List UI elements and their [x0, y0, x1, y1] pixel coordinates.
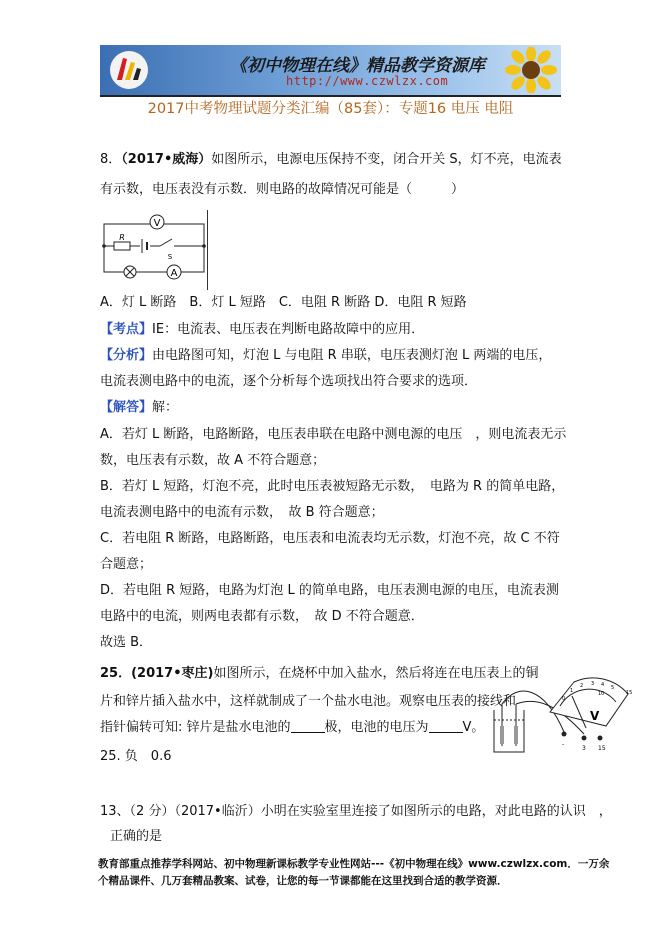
- switch-label: S: [167, 253, 173, 261]
- q8-line1: [100, 150, 562, 170]
- footer-line1: 教育部重点推荐学科网站、初中物理新课标教学专业性网站---《初中物理在线》www.czwlzx.com．一万余: [98, 858, 610, 870]
- answer-a-line1: A．若灯 L 断路，电路断路，电压表串联在电路中测电源的电压 ，则电流表无示: [100, 427, 567, 442]
- svg-text:3: 3: [582, 745, 586, 752]
- answer-c-line2: 合题意；: [100, 557, 153, 572]
- svg-text:0: 0: [562, 696, 566, 702]
- q8-jieda: [100, 398, 178, 418]
- svg-text:A: A: [170, 268, 178, 279]
- answer-a-line2: 数，电压表有示数，故 A 不符合题意；: [100, 453, 326, 468]
- banner-url[interactable]: http://www.czwlzx.com: [286, 74, 449, 88]
- q13-line1: [100, 802, 612, 822]
- kaodian-tag: 【考点】: [100, 322, 153, 337]
- banner-title: 《初中物理在线》精品教学资源库: [230, 56, 485, 76]
- q8-options: A．灯 L 断路 B．灯 L 短路 C．电阻 R 断路 D．电阻 R 短路: [100, 295, 467, 310]
- svg-text:1: 1: [570, 688, 574, 694]
- answer-d-line1: D．若电阻 R 短路，电路为灯泡 L 的简单电路，电压表测电源的电压，电流表测: [100, 583, 559, 598]
- q8-stem1: 如图所示，电源电压保持不变，闭合开关 S，灯不亮，电流表: [211, 152, 562, 167]
- q25-stem1: 如图所示，在烧杯中加入盐水，然后将连在电压表上的铜: [213, 666, 539, 681]
- salt-water-battery-figure: [488, 676, 638, 756]
- lamp-icon: [124, 266, 136, 278]
- svg-text:15: 15: [598, 745, 606, 752]
- q25-line1: [100, 664, 538, 684]
- switch-icon: [160, 239, 174, 249]
- svg-text:V: V: [153, 218, 161, 229]
- jieda-tag: 【解答】: [100, 400, 153, 415]
- fenxi-tag: 【分析】: [100, 348, 153, 363]
- q8-source: （2017•威海）: [121, 152, 212, 167]
- svg-text:4: 4: [601, 682, 605, 688]
- page-title: 2017中考物理试题分类汇编（85套）：专题16 电压 电阻: [147, 101, 514, 117]
- q25-stem3: [100, 718, 484, 738]
- battery-icon: [140, 239, 150, 253]
- jieda-text: 解：: [152, 400, 179, 415]
- voltmeter-dial-icon: [550, 678, 632, 728]
- q25-stem3a: 指针偏转可知: 锌片是盐水电池的: [100, 720, 291, 735]
- resistor-r: [114, 242, 130, 250]
- q8-kaodian: [100, 320, 424, 340]
- svg-text:5: 5: [611, 685, 615, 691]
- q8-number: 8．: [100, 152, 122, 167]
- beaker-icon: [494, 704, 524, 752]
- answer-b-line1: B．若灯 L 短路，灯泡不亮，此时电压表被短路无示数， 电路为 R 的简单电路，: [100, 479, 565, 494]
- q25-source: (2017•枣庄): [131, 666, 214, 681]
- q13-score: （2 分）: [129, 804, 175, 819]
- answer-c-line1: C．若电阻 R 断路，电路断路，电压表和电流表均无示数，灯泡不亮，故 C 不符: [100, 531, 560, 546]
- header-banner: [100, 45, 561, 97]
- voltmeter-icon: [150, 215, 164, 229]
- svg-text:V: V: [590, 709, 600, 723]
- q25-answer: 25. 负 0.6: [100, 749, 172, 764]
- q13-source: （2017•临沂）: [174, 804, 261, 819]
- answer-b-line2: 电流表测电路中的电流有示数， 故 B 符合题意；: [100, 505, 384, 520]
- sunflower-icon: [505, 47, 557, 93]
- divider-line: [207, 210, 208, 290]
- site-logo-icon: [108, 49, 150, 91]
- kaodian-text: IE：电流表、电压表在判断电路故障中的应用．: [152, 322, 425, 337]
- q25-stem3b: 极，电池的电压为: [324, 720, 429, 735]
- blank-voltage[interactable]: [429, 718, 463, 733]
- q8-conclusion: 故选 B．: [100, 635, 153, 650]
- q13-stem2: 正确的是: [110, 829, 163, 844]
- q13-number: 13、: [100, 804, 130, 819]
- q25-number: 25．: [100, 666, 132, 681]
- svg-text:10: 10: [598, 691, 605, 697]
- q8-stem2: 有示数，电压表没有示数．则电路的故障情况可能是（ ）: [100, 182, 465, 197]
- svg-text:2: 2: [580, 683, 584, 689]
- fenxi-line2: 电流表测电路中的电流，逐个分析每个选项找出符合要求的选项．: [100, 374, 478, 389]
- q25-stem2: 片和锌片插入盐水中，这样就制成了一个盐水电池。观察电压表的接线和: [100, 694, 517, 709]
- ammeter-icon: [167, 265, 181, 279]
- footer-line2: 个精品课件、几万套精品教案、试卷，让您的每一节课都能在这里找到合适的教学资源．: [98, 875, 508, 887]
- q8-circuit-diagram: [100, 210, 212, 280]
- q8-fenxi: [100, 346, 551, 366]
- fenxi-line1: 由电路图可知，灯泡 L 与电阻 R 串联，电压表测灯泡 L 两端的电压，: [152, 348, 552, 363]
- resistor-label: R: [119, 233, 125, 242]
- blank-pole[interactable]: [291, 718, 325, 733]
- svg-text:-: -: [562, 741, 565, 748]
- answer-d-line2: 电路中的电流，则两电表都有示数， 故 D 不符合题意．: [100, 609, 424, 624]
- q13-stem1: 小明在实验室里连接了如图所示的电路，对此电路的认识 ，: [260, 804, 612, 819]
- page-footer: [98, 856, 609, 890]
- q25-stem3c: V。: [462, 720, 485, 735]
- svg-text:3: 3: [591, 681, 595, 687]
- svg-text:15: 15: [626, 690, 633, 696]
